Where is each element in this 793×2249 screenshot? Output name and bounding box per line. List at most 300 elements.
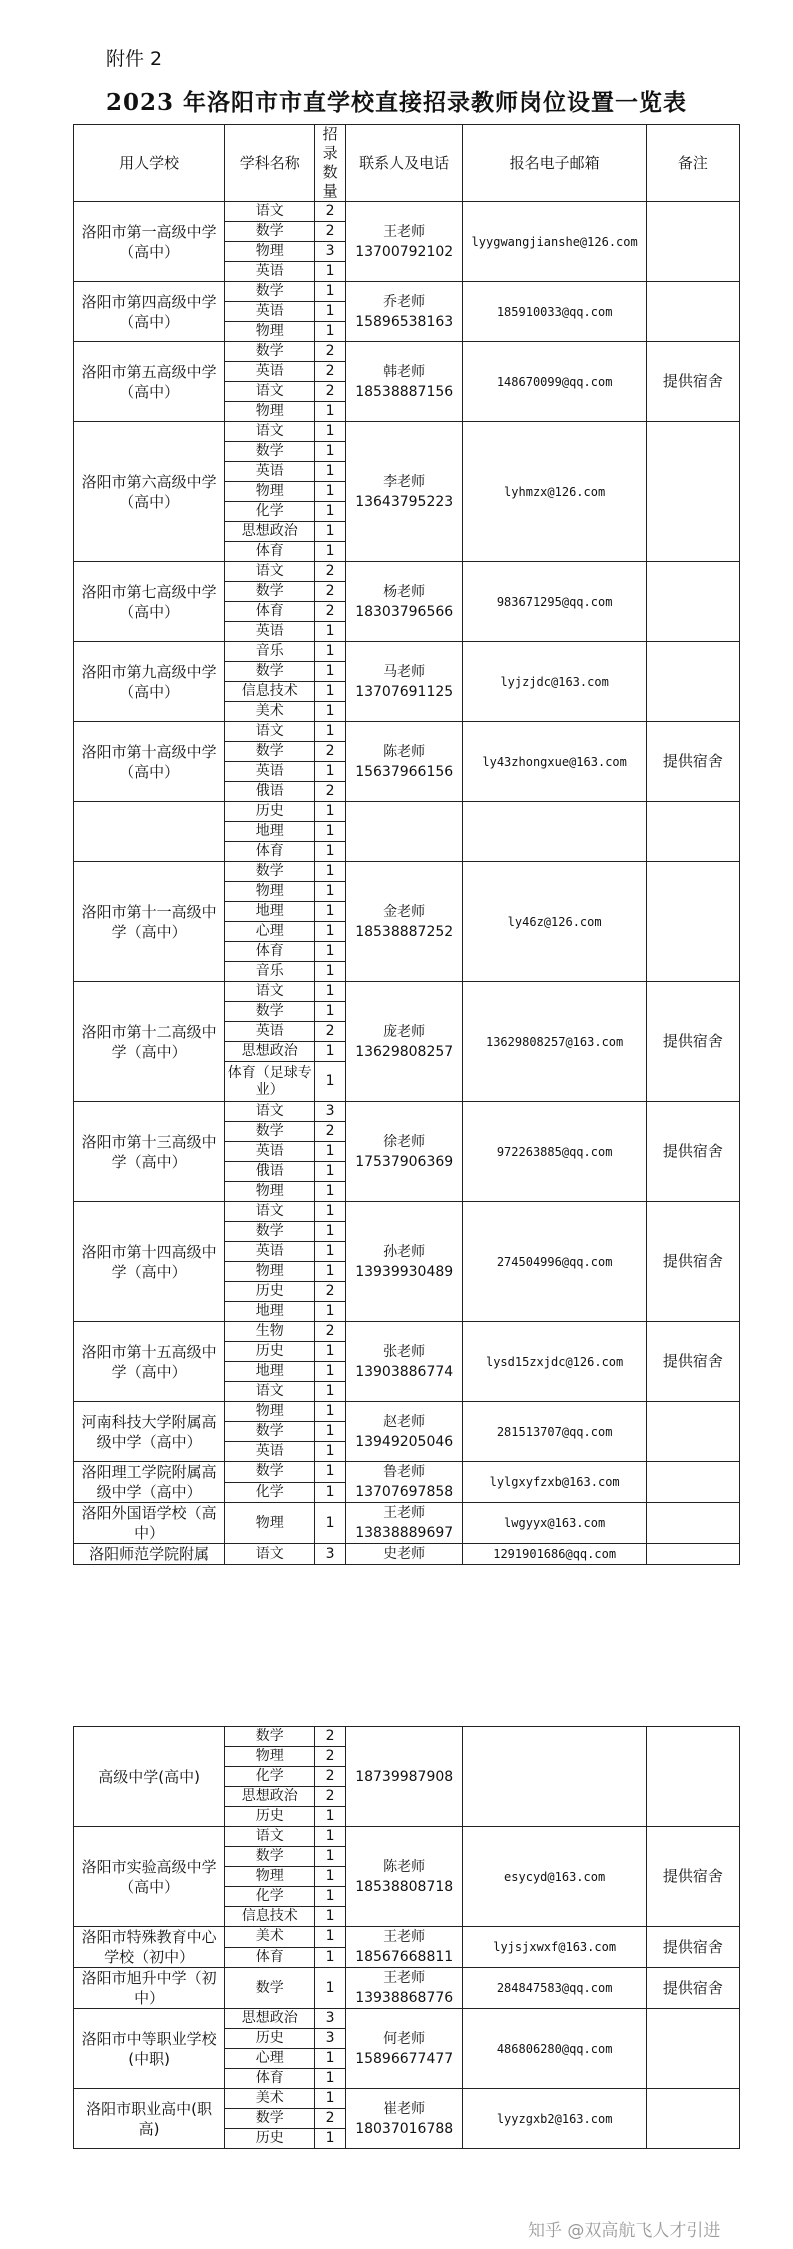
count-cell: 2	[315, 1727, 346, 1747]
subject-cell: 物理	[225, 402, 315, 422]
contact-phone: 13700792102	[355, 243, 454, 260]
contact-cell	[345, 422, 463, 562]
contact-phone: 17537906369	[355, 1153, 454, 1170]
note-cell	[646, 1402, 739, 1462]
subject-cell: 英语	[225, 1442, 315, 1462]
subject-cell: 物理	[225, 322, 315, 342]
subject-cell: 化学	[225, 1482, 315, 1503]
subject-cell: 数学	[225, 1727, 315, 1747]
subject-cell: 语文	[225, 1382, 315, 1402]
count-cell: 2	[315, 1282, 346, 1302]
note-cell	[646, 2009, 739, 2089]
note-cell: 提供宿舍	[646, 1968, 739, 2009]
contact-name: 徐老师	[383, 1133, 426, 1150]
subject-cell: 心理	[225, 922, 315, 942]
table-row	[74, 202, 740, 222]
contact-name: 庞老师	[383, 1023, 426, 1040]
count-cell: 1	[315, 622, 346, 642]
note-cell	[646, 562, 739, 642]
contact-name: 孙老师	[383, 1243, 426, 1260]
school-name-cell: 洛阳市第十高级中学（高中）	[74, 722, 225, 802]
table-row	[74, 2009, 740, 2029]
note-cell	[646, 1462, 739, 1503]
email-cell: 281513707@qq.com	[463, 1402, 646, 1462]
contact-cell	[345, 1727, 463, 1827]
count-cell: 1	[315, 862, 346, 882]
subject-cell: 数学	[225, 342, 315, 362]
count-cell: 1	[315, 842, 346, 862]
school-name-cell: 洛阳市第九高级中学（高中）	[74, 642, 225, 722]
table-row	[74, 1968, 740, 2009]
count-cell: 1	[315, 1402, 346, 1422]
contact-name: 史老师	[383, 1546, 426, 1562]
recruitment-table-part-1	[73, 124, 740, 1565]
table-row	[74, 1727, 740, 1747]
table-row	[74, 862, 740, 882]
count-cell: 2	[315, 2109, 346, 2129]
header-email: 报名电子邮箱	[463, 125, 646, 202]
contact-cell	[345, 1462, 463, 1503]
contact-cell	[345, 722, 463, 802]
header-subject: 学科名称	[225, 125, 315, 202]
count-cell: 2	[315, 1122, 346, 1142]
subject-cell: 历史	[225, 1282, 315, 1302]
note-cell	[646, 1503, 739, 1544]
contact-phone: 18538887156	[355, 383, 454, 400]
contact-name: 乔老师	[383, 293, 426, 310]
subject-cell: 历史	[225, 1807, 315, 1827]
subject-cell: 英语	[225, 762, 315, 782]
table-row	[74, 982, 740, 1002]
count-cell: 3	[315, 242, 346, 262]
contact-phone: 18538808718	[355, 1878, 454, 1895]
subject-cell: 体育	[225, 1947, 315, 1968]
contact-cell	[345, 202, 463, 282]
subject-cell: 数学	[225, 1968, 315, 2009]
subject-cell: 数学	[225, 282, 315, 302]
contact-cell	[345, 1402, 463, 1462]
contact-name: 马老师	[383, 663, 426, 680]
count-cell: 1	[315, 282, 346, 302]
count-cell: 1	[315, 1847, 346, 1867]
subject-cell: 化学	[225, 1887, 315, 1907]
subject-cell: 数学	[225, 1847, 315, 1867]
table-row	[74, 642, 740, 662]
contact-name: 韩老师	[383, 363, 426, 380]
count-cell: 2	[315, 222, 346, 242]
count-cell: 1	[315, 322, 346, 342]
count-cell: 1	[315, 1182, 346, 1202]
subject-cell: 心理	[225, 2049, 315, 2069]
subject-cell: 历史	[225, 2129, 315, 2149]
email-cell: 148670099@qq.com	[463, 342, 646, 422]
email-cell: lyhmzx@126.com	[463, 422, 646, 562]
subject-cell: 物理	[225, 1182, 315, 1202]
count-cell: 1	[315, 1202, 346, 1222]
contact-name: 王老师	[383, 1929, 426, 1945]
note-cell	[646, 862, 739, 982]
header-contact: 联系人及电话	[345, 125, 463, 202]
school-name-cell: 洛阳师范学院附属	[74, 1544, 225, 1565]
contact-name: 陈老师	[383, 1858, 426, 1875]
count-cell: 1	[315, 2129, 346, 2149]
note-cell	[646, 282, 739, 342]
count-cell: 1	[315, 2089, 346, 2109]
contact-name: 李老师	[383, 473, 426, 490]
subject-cell: 语文	[225, 1102, 315, 1122]
school-name-cell: 洛阳市第六高级中学（高中）	[74, 422, 225, 562]
subject-cell: 数学	[225, 662, 315, 682]
table-row	[74, 722, 740, 742]
note-cell	[646, 802, 739, 862]
contact-phone: 13629808257	[355, 1043, 454, 1060]
subject-cell: 体育	[225, 542, 315, 562]
table-row	[74, 1402, 740, 1422]
count-cell: 2	[315, 342, 346, 362]
count-cell: 2	[315, 742, 346, 762]
note-cell: 提供宿舍	[646, 342, 739, 422]
note-cell	[646, 202, 739, 282]
count-cell: 1	[315, 1442, 346, 1462]
contact-phone: 18303796566	[355, 603, 454, 620]
contact-phone: 13643795223	[355, 493, 454, 510]
subject-cell: 音乐	[225, 962, 315, 982]
count-cell: 1	[315, 902, 346, 922]
count-cell: 1	[315, 1162, 346, 1182]
subject-cell: 化学	[225, 502, 315, 522]
watermark: 知乎 @双高航飞人才引进	[528, 2221, 721, 2241]
count-cell: 2	[315, 382, 346, 402]
subject-cell: 物理	[225, 1747, 315, 1767]
count-cell: 1	[315, 1462, 346, 1483]
contact-phone: 15896538163	[355, 313, 454, 330]
count-cell: 3	[315, 2009, 346, 2029]
contact-cell	[345, 342, 463, 422]
count-cell: 2	[315, 782, 346, 802]
contact-name: 王老师	[383, 1505, 426, 1521]
subject-cell: 历史	[225, 1342, 315, 1362]
school-name-cell: 洛阳市特殊教育中心学校（初中）	[74, 1927, 225, 1968]
count-cell: 2	[315, 1767, 346, 1787]
count-cell: 1	[315, 1907, 346, 1927]
school-name-cell: 洛阳市第十五高级中学（高中）	[74, 1322, 225, 1402]
count-cell: 2	[315, 1322, 346, 1342]
contact-cell	[345, 562, 463, 642]
note-cell: 提供宿舍	[646, 1927, 739, 1968]
table-row	[74, 342, 740, 362]
table-row	[74, 562, 740, 582]
subject-cell: 体育	[225, 602, 315, 622]
subject-cell: 物理	[225, 1262, 315, 1282]
contact-name: 张老师	[383, 1343, 426, 1360]
contact-name: 赵老师	[383, 1413, 426, 1430]
table-row	[74, 422, 740, 442]
count-cell: 2	[315, 1787, 346, 1807]
email-cell: lyjsjxwxf@163.com	[463, 1927, 646, 1968]
contact-cell	[345, 282, 463, 342]
email-cell: 486806280@qq.com	[463, 2009, 646, 2089]
count-cell: 1	[315, 542, 346, 562]
note-cell: 提供宿舍	[646, 1322, 739, 1402]
contact-name: 王老师	[383, 1970, 426, 1986]
school-name-cell: 洛阳理工学院附属高级中学（高中）	[74, 1462, 225, 1503]
school-name-cell: 洛阳市中等职业学校(中职)	[74, 2009, 225, 2089]
subject-cell: 英语	[225, 362, 315, 382]
subject-cell: 思想政治	[225, 522, 315, 542]
subject-cell: 数学	[225, 1122, 315, 1142]
subject-cell: 英语	[225, 302, 315, 322]
subject-cell: 美术	[225, 1927, 315, 1948]
school-name-cell: 洛阳市旭升中学（初中）	[74, 1968, 225, 2009]
subject-cell: 物理	[225, 1867, 315, 1887]
count-cell: 2	[315, 1022, 346, 1042]
table-row	[74, 282, 740, 302]
school-name-cell: 洛阳市第七高级中学（高中）	[74, 562, 225, 642]
email-cell: 983671295@qq.com	[463, 562, 646, 642]
contact-cell	[345, 1927, 463, 1968]
count-cell: 1	[315, 1142, 346, 1162]
email-cell: 185910033@qq.com	[463, 282, 646, 342]
table-row	[74, 1927, 740, 1948]
email-cell: ly43zhongxue@163.com	[463, 722, 646, 802]
email-cell: lyygwangjianshe@126.com	[463, 202, 646, 282]
count-cell: 3	[315, 1102, 346, 1122]
header-school: 用人学校	[74, 125, 225, 202]
contact-phone: 13949205046	[355, 1433, 454, 1450]
email-cell: lysd15zxjdc@126.com	[463, 1322, 646, 1402]
subject-cell: 语文	[225, 1827, 315, 1847]
subject-cell: 语文	[225, 982, 315, 1002]
note-cell	[646, 422, 739, 562]
count-cell: 1	[315, 682, 346, 702]
note-cell: 提供宿舍	[646, 1827, 739, 1927]
contact-cell	[345, 1968, 463, 2009]
subject-cell: 数学	[225, 1002, 315, 1022]
note-cell	[646, 2089, 739, 2149]
contact-phone: 15896677477	[355, 2050, 454, 2067]
count-cell: 1	[315, 942, 346, 962]
subject-cell: 物理	[225, 1503, 315, 1544]
count-cell: 1	[315, 1302, 346, 1322]
subject-cell: 音乐	[225, 642, 315, 662]
count-cell: 2	[315, 602, 346, 622]
count-cell: 1	[315, 962, 346, 982]
school-name-cell: 洛阳市第十四高级中学（高中）	[74, 1202, 225, 1322]
count-cell: 3	[315, 2029, 346, 2049]
subject-cell: 英语	[225, 262, 315, 282]
subject-cell: 数学	[225, 742, 315, 762]
email-cell: lylgxyfzxb@163.com	[463, 1462, 646, 1503]
email-cell	[463, 1727, 646, 1827]
subject-cell: 物理	[225, 1402, 315, 1422]
count-cell: 1	[315, 502, 346, 522]
count-cell: 1	[315, 422, 346, 442]
note-cell: 提供宿舍	[646, 1202, 739, 1322]
subject-cell: 英语	[225, 1242, 315, 1262]
count-cell: 1	[315, 1382, 346, 1402]
subject-cell: 英语	[225, 462, 315, 482]
table-row	[74, 2089, 740, 2109]
subject-cell: 思想政治	[225, 2009, 315, 2029]
subject-cell: 信息技术	[225, 682, 315, 702]
subject-cell: 语文	[225, 722, 315, 742]
table-row	[74, 1544, 740, 1565]
count-cell: 1	[315, 1062, 346, 1102]
school-name-cell: 洛阳市第十三高级中学（高中）	[74, 1102, 225, 1202]
subject-cell: 信息技术	[225, 1907, 315, 1927]
contact-cell	[345, 2089, 463, 2149]
contact-cell	[345, 862, 463, 982]
email-cell: 972263885@qq.com	[463, 1102, 646, 1202]
contact-name: 陈老师	[383, 743, 426, 760]
count-cell: 1	[315, 802, 346, 822]
subject-cell: 语文	[225, 1544, 315, 1565]
contact-phone: 13938868776	[355, 1990, 454, 2006]
contact-phone: 18538887252	[355, 923, 454, 940]
table-row	[74, 1503, 740, 1544]
count-cell: 1	[315, 1807, 346, 1827]
subject-cell: 地理	[225, 822, 315, 842]
subject-cell: 俄语	[225, 1162, 315, 1182]
subject-cell: 体育（足球专业）	[225, 1062, 315, 1102]
contact-name: 王老师	[383, 223, 426, 240]
school-name-cell: 洛阳市第一高级中学（高中）	[74, 202, 225, 282]
contact-phone: 13939930489	[355, 1263, 454, 1280]
table-row	[74, 1202, 740, 1222]
contact-cell	[345, 1827, 463, 1927]
count-cell: 1	[315, 1342, 346, 1362]
subject-cell: 历史	[225, 802, 315, 822]
count-cell: 1	[315, 1002, 346, 1022]
contact-cell	[345, 1102, 463, 1202]
school-name-cell: 洛阳市实验高级中学（高中）	[74, 1827, 225, 1927]
count-cell: 2	[315, 202, 346, 222]
count-cell: 1	[315, 922, 346, 942]
subject-cell: 语文	[225, 562, 315, 582]
count-cell: 1	[315, 882, 346, 902]
email-cell: lyjzjdc@163.com	[463, 642, 646, 722]
contact-phone: 18567668811	[355, 1949, 454, 1965]
contact-phone: 18739987908	[355, 1768, 454, 1785]
contact-name: 何老师	[383, 2030, 426, 2047]
subject-cell: 地理	[225, 902, 315, 922]
table-row	[74, 1322, 740, 1342]
contact-phone: 18037016788	[355, 2120, 454, 2137]
subject-cell: 体育	[225, 2069, 315, 2089]
table-row	[74, 1462, 740, 1483]
subject-cell: 美术	[225, 2089, 315, 2109]
count-cell: 1	[315, 702, 346, 722]
subject-cell: 数学	[225, 222, 315, 242]
contact-name: 鲁老师	[383, 1464, 426, 1480]
contact-name: 杨老师	[383, 583, 426, 600]
contact-phone: 13903886774	[355, 1363, 454, 1380]
count-cell: 1	[315, 1362, 346, 1382]
count-cell: 1	[315, 462, 346, 482]
count-cell: 1	[315, 1242, 346, 1262]
email-cell: 274504996@qq.com	[463, 1202, 646, 1322]
count-cell: 3	[315, 1544, 346, 1565]
count-cell: 1	[315, 642, 346, 662]
subject-cell: 物理	[225, 882, 315, 902]
school-name-cell	[74, 802, 225, 862]
email-cell: 284847583@qq.com	[463, 1968, 646, 2009]
count-cell: 1	[315, 722, 346, 742]
count-cell: 1	[315, 1422, 346, 1442]
subject-cell: 数学	[225, 2109, 315, 2129]
subject-cell: 思想政治	[225, 1787, 315, 1807]
note-cell	[646, 1544, 739, 1565]
email-cell	[463, 802, 646, 862]
subject-cell: 地理	[225, 1302, 315, 1322]
subject-cell: 数学	[225, 1222, 315, 1242]
count-cell: 1	[315, 1947, 346, 1968]
subject-cell: 数学	[225, 1422, 315, 1442]
contact-cell	[345, 802, 463, 862]
count-cell: 1	[315, 1482, 346, 1503]
note-cell	[646, 1727, 739, 1827]
contact-cell	[345, 1322, 463, 1402]
count-cell: 1	[315, 522, 346, 542]
contact-cell	[345, 1202, 463, 1322]
subject-cell: 历史	[225, 2029, 315, 2049]
count-cell: 1	[315, 1262, 346, 1282]
subject-cell: 化学	[225, 1767, 315, 1787]
subject-cell: 英语	[225, 1022, 315, 1042]
count-cell: 1	[315, 662, 346, 682]
subject-cell: 俄语	[225, 782, 315, 802]
count-cell: 1	[315, 1927, 346, 1948]
count-cell: 1	[315, 1867, 346, 1887]
count-cell: 1	[315, 1968, 346, 2009]
count-cell: 1	[315, 2069, 346, 2089]
email-cell: 13629808257@163.com	[463, 982, 646, 1102]
count-cell: 1	[315, 482, 346, 502]
subject-cell: 思想政治	[225, 1042, 315, 1062]
subject-cell: 语文	[225, 202, 315, 222]
contact-cell	[345, 1503, 463, 1544]
contact-cell	[345, 642, 463, 722]
email-cell: 1291901686@qq.com	[463, 1544, 646, 1565]
count-cell: 1	[315, 442, 346, 462]
table-header-row	[74, 125, 740, 202]
table-row	[74, 1827, 740, 1847]
email-cell: esycyd@163.com	[463, 1827, 646, 1927]
subject-cell: 物理	[225, 482, 315, 502]
contact-cell	[345, 2009, 463, 2089]
count-cell: 1	[315, 822, 346, 842]
subject-cell: 地理	[225, 1362, 315, 1382]
count-cell: 1	[315, 1887, 346, 1907]
subject-cell: 生物	[225, 1322, 315, 1342]
subject-cell: 美术	[225, 702, 315, 722]
contact-cell	[345, 982, 463, 1102]
subject-cell: 英语	[225, 1142, 315, 1162]
subject-cell: 语文	[225, 382, 315, 402]
contact-cell	[345, 1544, 463, 1565]
subject-cell: 数学	[225, 442, 315, 462]
school-name-cell: 洛阳市第十二高级中学（高中）	[74, 982, 225, 1102]
table-row	[74, 802, 740, 822]
school-name-cell: 洛阳市职业高中(职高)	[74, 2089, 225, 2149]
header-note: 备注	[646, 125, 739, 202]
note-cell	[646, 642, 739, 722]
note-cell: 提供宿舍	[646, 982, 739, 1102]
subject-cell: 语文	[225, 422, 315, 442]
count-cell: 2	[315, 562, 346, 582]
school-name-cell: 洛阳市第十一高级中学（高中）	[74, 862, 225, 982]
school-name-cell: 洛阳市第四高级中学（高中）	[74, 282, 225, 342]
